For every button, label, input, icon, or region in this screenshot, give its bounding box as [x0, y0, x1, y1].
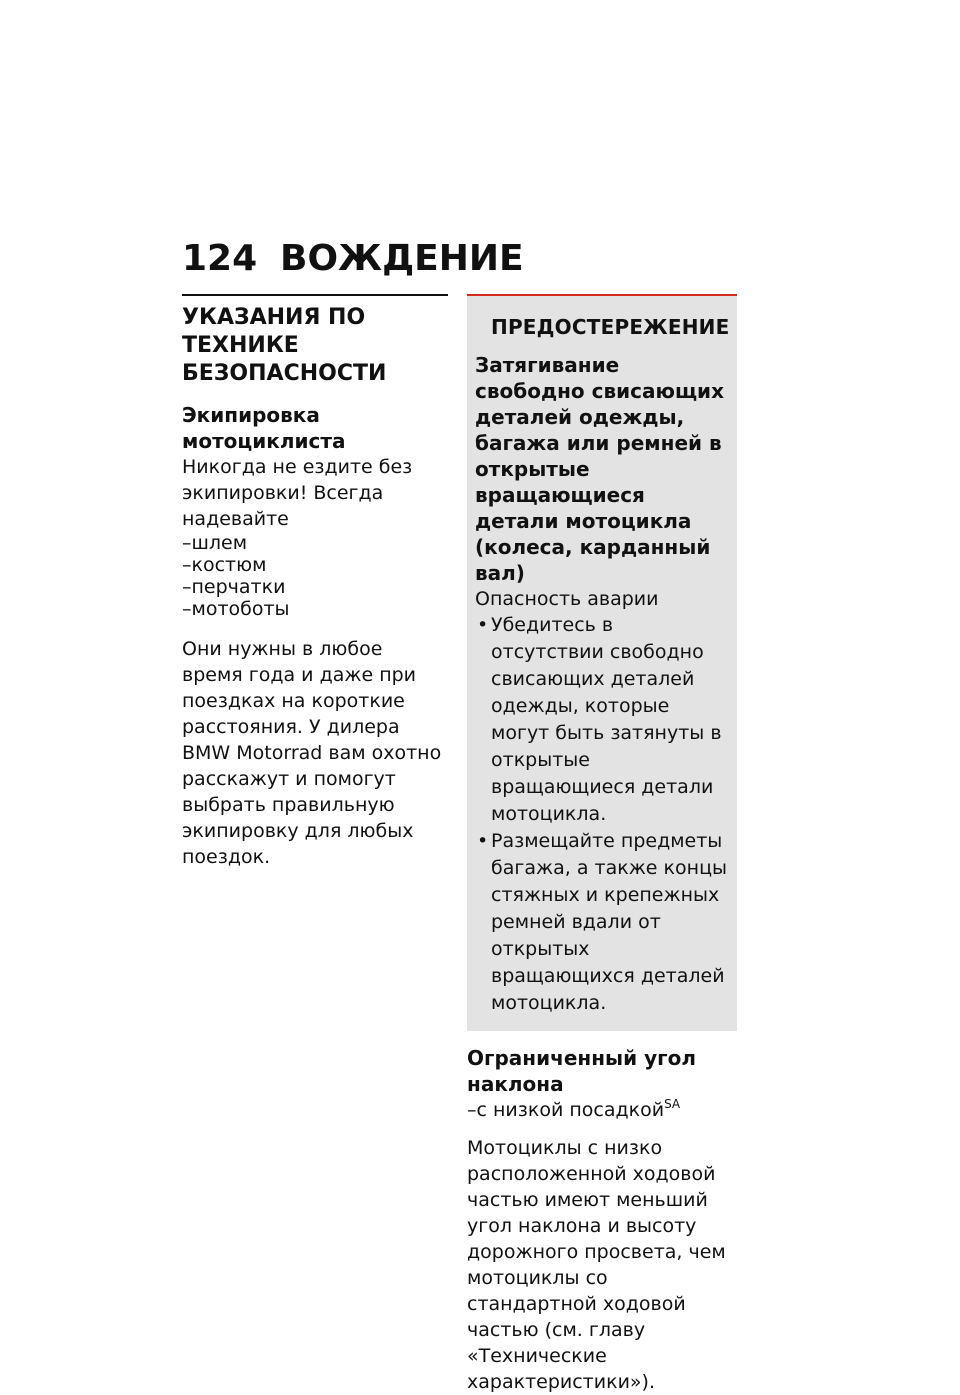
lean-angle-paragraph: Мотоциклы с низко расположенной ходовой частью имеют меньший угол наклона и высоту дорожного просвета, чем мотоциклы со стандартной ходовой частью (см. главу «Технические характеристики»). — [467, 1137, 726, 1393]
intro-text: Никогда не ездите без экипировки! Всегда надевайте — [182, 456, 413, 530]
list-item: • Убедитесь в отсутствии свободно свисающих деталей одежды, которые могут быть затянуты в открытые вращающиеся детали мотоцикла. — [475, 612, 729, 828]
list-item: – шлем — [182, 532, 448, 554]
warning-box — [467, 294, 737, 1031]
lean-angle-heading: Ограниченный угол наклона — [467, 1046, 696, 1096]
lean-angle-section — [467, 1045, 737, 1395]
lean-angle-subtitle — [467, 1097, 737, 1123]
equipment-paragraph: Они нужны в любое время года и даже при поездках на короткие расстояния. У дилера BMW Motorrad вам охотно расскажут и помогут выбрать правильную экипировку для любых поездок. — [182, 638, 442, 868]
section-title: УКАЗАНИЯ ПО ТЕХНИКЕ БЕЗОПАСНОСТИ — [182, 305, 387, 386]
warning-label: ПРЕДОСТЕРЕЖЕНИЕ — [491, 315, 730, 339]
warning-bullets — [475, 612, 729, 1017]
sa-marker: SA — [664, 1097, 681, 1111]
page-header — [182, 238, 524, 279]
subheading-equipment: Экипировка мотоциклиста — [182, 403, 346, 453]
danger-text: Опасность аварии — [475, 588, 659, 610]
warning-heading: Затягивание свободно свисающих деталей одежды, багажа или ремней в открытые вращающиеся детали мотоцикла (колеса, карданный вал) — [475, 353, 724, 585]
list-item: – перчатки — [182, 576, 448, 598]
section-rule — [182, 294, 448, 296]
left-column — [182, 294, 448, 870]
subtitle-text: – с низкой посадкой — [467, 1099, 664, 1121]
page-number: 124 — [182, 238, 258, 279]
list-item: – костюм — [182, 554, 448, 576]
list-item: • Размещайте предметы багажа, а также концы стяжных и крепежных ремней вдали от открытых вращающихся деталей мотоцикла. — [475, 828, 729, 1017]
warning-header — [475, 310, 729, 344]
equipment-list — [182, 532, 448, 620]
list-item: – мотоботы — [182, 598, 448, 620]
chapter-title: ВОЖДЕНИЕ — [280, 238, 524, 279]
right-column — [467, 294, 737, 1395]
